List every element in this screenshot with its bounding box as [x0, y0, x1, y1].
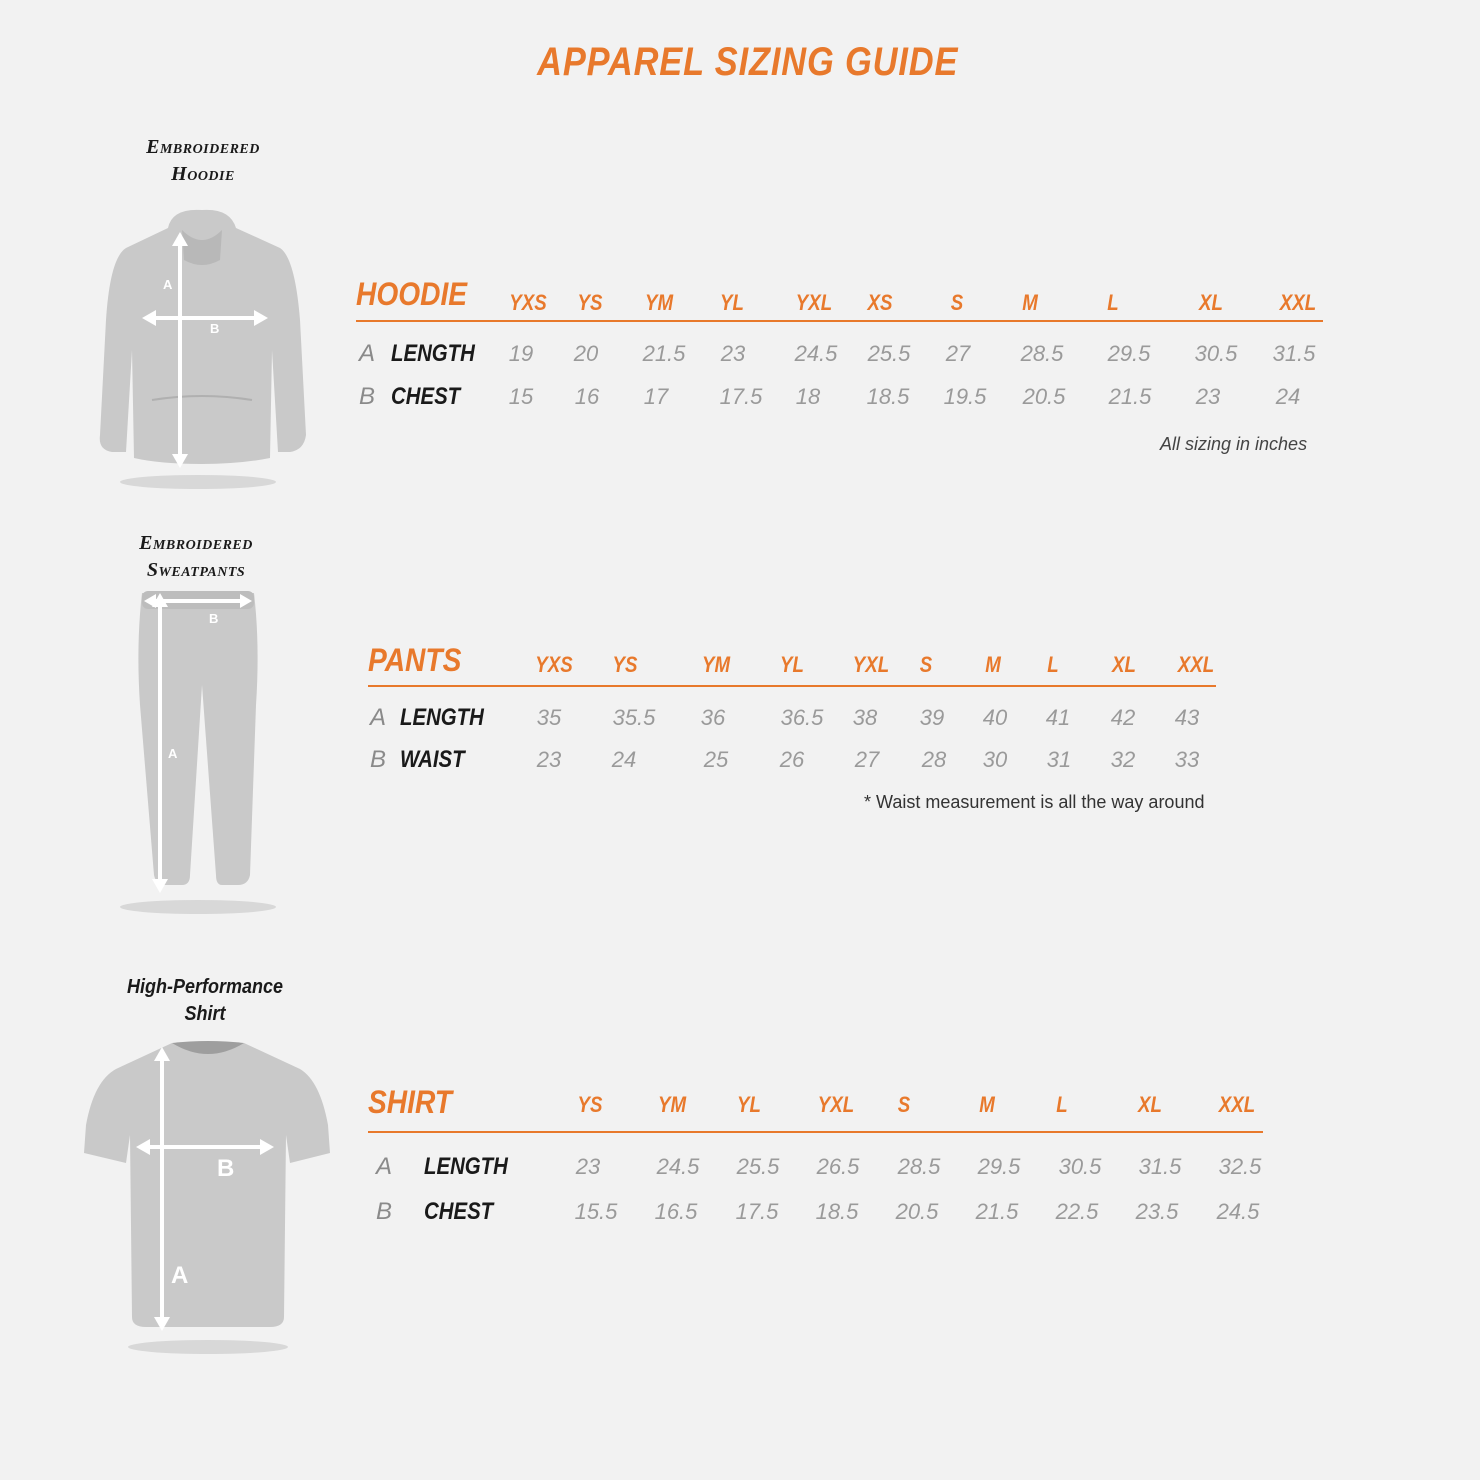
shirt-cell: 20.5: [895, 1199, 939, 1224]
pants-product-label: [96, 530, 296, 584]
pants-cell: 25: [703, 747, 729, 772]
pants-cell: 36: [700, 705, 726, 730]
shirt-size-ys: YS: [577, 1092, 603, 1117]
hoodie-cell: 20: [573, 341, 599, 366]
shirt-cell: 18.5: [815, 1199, 859, 1224]
shirt-cell: 22.5: [1055, 1199, 1099, 1224]
pants-shadow: [120, 900, 276, 914]
pants-cell: 27: [854, 747, 880, 772]
pants-label-line1: Embroidered: [139, 532, 253, 554]
shirt-heading-rule: [368, 1131, 1263, 1133]
hoodie-cell: 23: [1195, 384, 1221, 409]
hoodie-cell: 18: [795, 384, 821, 409]
hoodie-size-m: M: [1022, 290, 1038, 315]
hoodie-cell: 16: [574, 384, 600, 409]
hoodie-row-name: LENGTH: [391, 340, 475, 367]
pants-cell: 23: [536, 747, 562, 772]
hoodie-cell: 27: [945, 341, 971, 366]
pants-cell: 42: [1110, 705, 1136, 730]
shirt-size-m: M: [979, 1092, 995, 1117]
hoodie-cell: 30.5: [1194, 341, 1238, 366]
pants-row-letter: A: [370, 704, 387, 731]
hoodie-cell: 18.5: [866, 384, 910, 409]
shirt-cell: 24.5: [656, 1154, 700, 1179]
shirt-illustration: [80, 1035, 335, 1365]
hoodie-shadow: [120, 475, 276, 489]
pants-cell: 35.5: [612, 705, 656, 730]
shirt-row-name: CHEST: [424, 1198, 494, 1225]
pants-size-s: S: [919, 652, 933, 677]
pants-cell: 40: [982, 705, 1008, 730]
pants-size-m: M: [985, 652, 1001, 677]
hoodie-cell: 15: [508, 384, 534, 409]
hoodie-cell: 28.5: [1020, 341, 1064, 366]
shirt-dim-b-label: B: [217, 1155, 235, 1182]
pants-cell: 41: [1045, 705, 1071, 730]
shirt-dim-a-label: A: [171, 1262, 189, 1289]
pants-heading-rule: [368, 685, 1216, 687]
hoodie-dim-b-label: B: [210, 321, 220, 336]
hoodie-cell: 24: [1275, 384, 1301, 409]
shirt-shadow: [128, 1340, 288, 1354]
hoodie-cell: 21.5: [1108, 384, 1152, 409]
pants-dim-a-label: A: [168, 746, 178, 761]
hoodie-cell: 24.5: [794, 341, 838, 366]
pants-size-yl: YL: [780, 652, 804, 677]
pants-cell: 39: [919, 705, 945, 730]
hoodie-size-xxl: XXL: [1279, 290, 1317, 315]
shirt-row-name: LENGTH: [424, 1153, 508, 1180]
hoodie-illustration: [90, 200, 320, 500]
hoodie-cell: 17.5: [719, 384, 763, 409]
pants-illustration: [110, 585, 290, 925]
shirt-cell: 17.5: [735, 1199, 779, 1224]
hoodie-size-xs: XS: [867, 290, 893, 315]
hoodie-cell: 21.5: [642, 341, 686, 366]
shirt-label-line2: Shirt: [184, 1003, 226, 1025]
pants-cell: 43: [1174, 705, 1200, 730]
shirt-product-label: [111, 974, 300, 1028]
pants-size-xxl: XXL: [1177, 652, 1215, 677]
shirt-cell: 32.5: [1218, 1154, 1262, 1179]
hoodie-size-s: S: [950, 290, 964, 315]
hoodie-cell: 17: [643, 384, 669, 409]
pants-size-ys: YS: [612, 652, 638, 677]
pants-cell: 28: [921, 747, 947, 772]
pants-size-yxs: YXS: [535, 652, 573, 677]
pants-dim-b-label: B: [209, 611, 219, 626]
pants-dim-a-arrow-bottom: [152, 879, 168, 893]
shirt-cell: 28.5: [897, 1154, 941, 1179]
hoodie-product-label: [103, 134, 303, 188]
page-title: APPAREL SIZING GUIDE: [537, 40, 959, 84]
pants-waist-note: * Waist measurement is all the way around: [864, 792, 1205, 812]
hoodie-size-xl: XL: [1199, 290, 1223, 315]
shirt-cell: 16.5: [654, 1199, 698, 1224]
shirt-size-xl: XL: [1138, 1092, 1162, 1117]
hoodie-row-letter: A: [359, 340, 376, 367]
shirt-label-line1: High-Performance: [126, 976, 284, 998]
hoodie-size-l: L: [1107, 290, 1119, 315]
shirt-cell: 25.5: [736, 1154, 780, 1179]
hoodie-row-name: CHEST: [391, 383, 461, 410]
hoodie-label-line1: Embroidered: [146, 136, 260, 158]
hoodie-cell: 25.5: [867, 341, 911, 366]
pants-cell: 26: [779, 747, 805, 772]
shirt-cell: 26.5: [816, 1154, 860, 1179]
hoodie-size-ym: YM: [644, 290, 674, 315]
hoodie-dim-a-label: A: [163, 277, 173, 292]
pants-size-yxl: YXL: [852, 652, 890, 677]
pants-cell: 30: [982, 747, 1008, 772]
hoodie-size-ys: YS: [577, 290, 603, 315]
hoodie-cell: 31.5: [1272, 341, 1316, 366]
pants-cell: 35: [536, 705, 562, 730]
pants-cell: 24: [611, 747, 637, 772]
hoodie-size-yxl: YXL: [795, 290, 833, 315]
hoodie-row-letter: B: [359, 383, 376, 410]
hoodie-cell: 29.5: [1107, 341, 1151, 366]
hoodie-cell: 23: [720, 341, 746, 366]
shirt-cell: 21.5: [975, 1199, 1019, 1224]
shirt-size-yl: YL: [737, 1092, 761, 1117]
pants-row-name: WAIST: [400, 746, 465, 773]
shirt-cell: 31.5: [1138, 1154, 1182, 1179]
pants-cell: 36.5: [780, 705, 824, 730]
shirt-row-letter: B: [376, 1198, 393, 1225]
shirt-cell: 24.5: [1216, 1199, 1260, 1224]
shirt-size-ym: YM: [657, 1092, 687, 1117]
hoodie-units-note: All sizing in inches: [1160, 434, 1308, 454]
hoodie-size-yxs: YXS: [509, 290, 547, 315]
shirt-size-l: L: [1056, 1092, 1068, 1117]
hoodie-heading: HOODIE: [356, 276, 468, 312]
shirt-cell: 30.5: [1058, 1154, 1102, 1179]
shirt-body: [84, 1043, 330, 1327]
pants-size-ym: YM: [701, 652, 731, 677]
pants-label-line2: Sweatpants: [146, 559, 246, 581]
pants-row-letter: B: [370, 746, 387, 773]
shirt-cell: 23: [575, 1154, 601, 1179]
pants-heading: PANTS: [368, 642, 462, 678]
shirt-size-xxl: XXL: [1218, 1092, 1256, 1117]
shirt-cell: 23.5: [1135, 1199, 1179, 1224]
hoodie-cell: 19.5: [943, 384, 987, 409]
hoodie-size-yl: YL: [720, 290, 744, 315]
pants-size-l: L: [1047, 652, 1059, 677]
shirt-cell: 29.5: [977, 1154, 1021, 1179]
pants-cell: 38: [852, 705, 878, 730]
pants-cell: 32: [1110, 747, 1136, 772]
hoodie-cell: 20.5: [1022, 384, 1066, 409]
hoodie-cell: 19: [508, 341, 534, 366]
shirt-cell: 15.5: [574, 1199, 618, 1224]
shirt-size-yxl: YXL: [817, 1092, 855, 1117]
pants-size-xl: XL: [1112, 652, 1136, 677]
pants-body: [138, 593, 257, 885]
shirt-heading: SHIRT: [368, 1084, 452, 1120]
shirt-size-s: S: [897, 1092, 911, 1117]
pants-cell: 33: [1174, 747, 1200, 772]
hoodie-label-line2: Hoodie: [171, 163, 235, 185]
hoodie-heading-rule: [356, 320, 1323, 322]
pants-row-name: LENGTH: [400, 704, 484, 731]
pants-cell: 31: [1046, 747, 1072, 772]
shirt-row-letter: A: [376, 1153, 393, 1180]
